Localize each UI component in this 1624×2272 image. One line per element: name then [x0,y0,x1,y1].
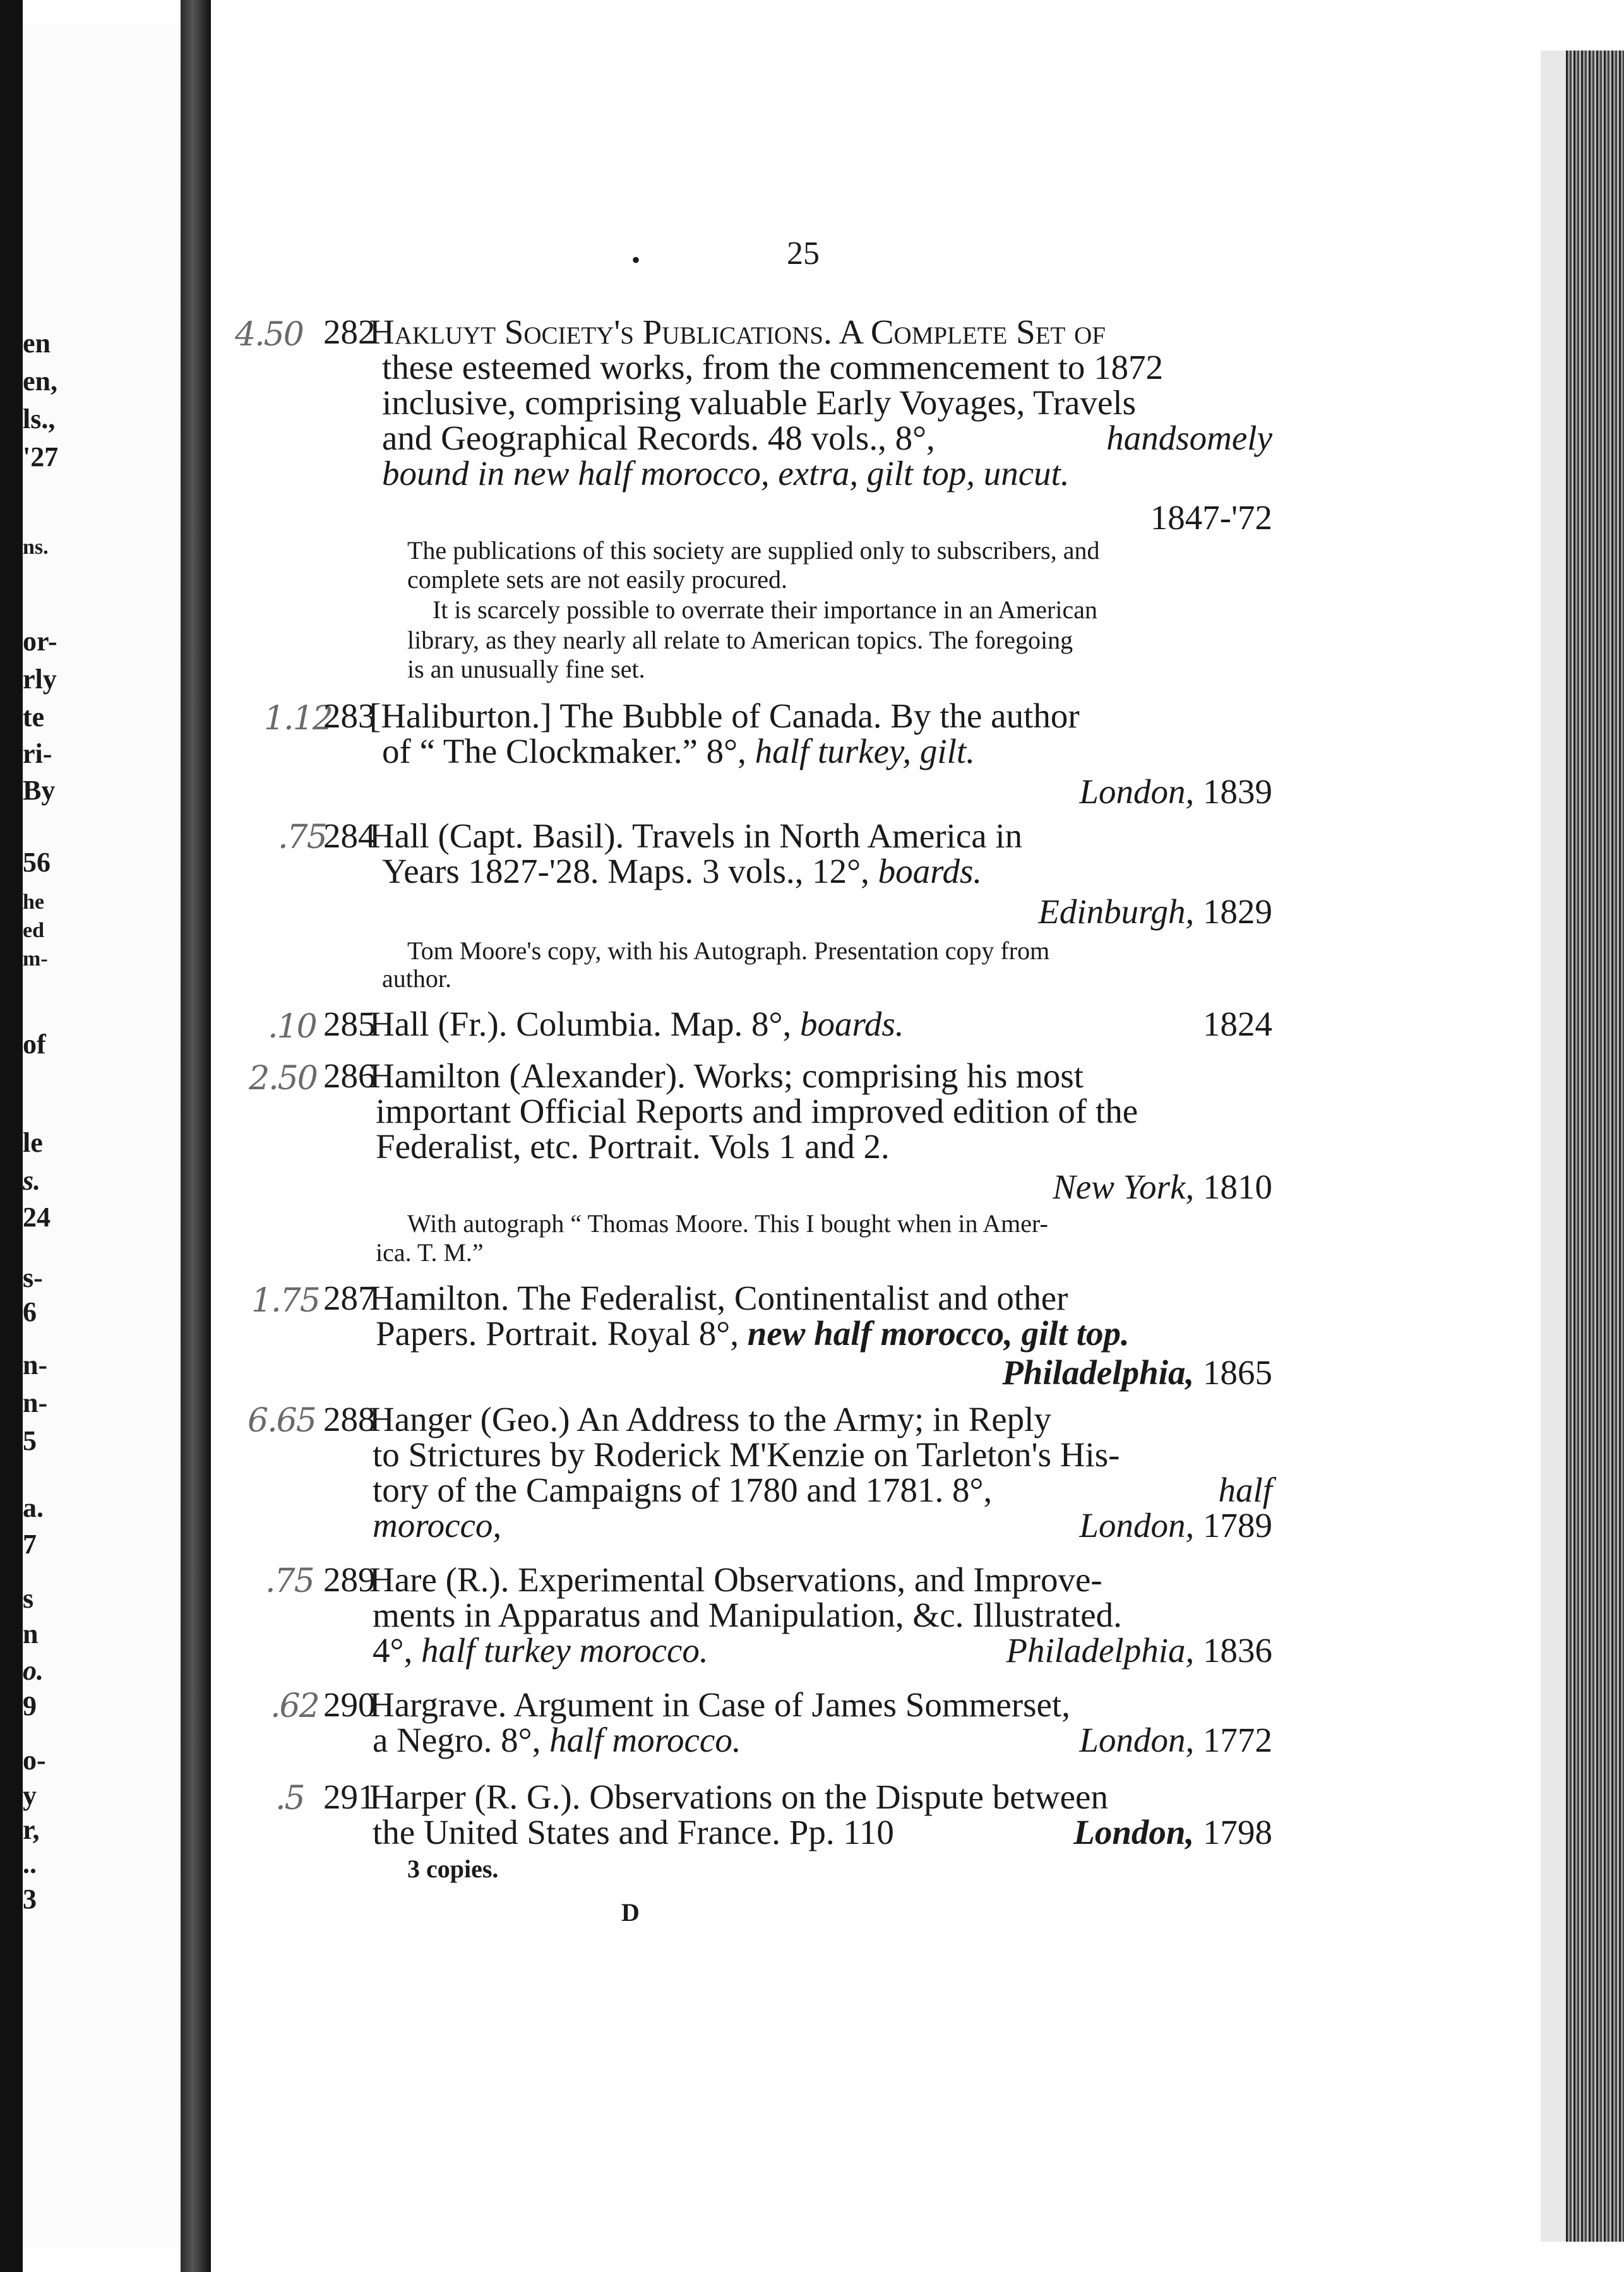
price-annotation: 6.65 [248,1402,316,1440]
prev-fragment: n- [23,1349,48,1380]
prev-fragment: or- [23,626,57,657]
entry-imprint: London, 1839 [1079,772,1272,811]
entry-line: Federalist, etc. Portrait. Vols 1 and 2. [376,1127,890,1166]
entry-number: 290 [323,1685,376,1724]
price-annotation: .62 [270,1687,319,1725]
prev-fragment: o- [23,1745,46,1776]
prev-fragment: ns. [23,535,49,559]
entry-imprint: New York, 1810 [1053,1168,1272,1206]
prev-fragment: 9 [23,1690,37,1721]
prev-fragment: By [23,775,56,806]
page-edges [1566,51,1624,2242]
entry-number: 285 [323,1005,376,1043]
entry-note: author. [382,964,451,993]
entry-number: 284 [323,816,376,855]
entry-line: morocco, [373,1506,502,1545]
entry-line: Hakluyt Society's Publications. A Complete Set of [369,313,1106,351]
prev-fragment: a. [23,1492,44,1523]
entry-line: of “ The Clockmaker.” 8°, half turkey, gilt. [382,732,975,770]
prev-fragment: '27 [23,441,59,472]
price-annotation: 1.12 [264,700,332,738]
previous-page-fragment [23,25,181,2248]
entry-line: Hamilton (Alexander). Works; comprising his most [369,1056,1084,1095]
entry-note: It is scarcely possible to overrate their importance in an American [433,595,1097,624]
entry-line: and Geographical Records. 48 vols., 8°, handsomely [382,419,1272,457]
entry-line: Hall (Capt. Basil). Travels in North America in [369,816,1023,855]
entry-line: important Official Reports and improved edition of the [376,1092,1138,1130]
prev-fragment: ri- [23,738,52,769]
entry-note: The publications of this society are supplied only to subscribers, and [407,536,1100,565]
prev-fragment: s- [23,1262,43,1293]
price-annotation: .10 [268,1008,316,1046]
page-edge-shadow [1541,51,1566,2242]
price-annotation: 1.75 [251,1282,319,1320]
prev-fragment: 6 [23,1296,37,1327]
prev-fragment: rly [23,664,57,695]
prev-fragment: he [23,890,44,914]
prev-fragment: s [23,1583,34,1614]
prev-fragment: en, [23,366,57,397]
entry-line: Hall (Fr.). Columbia. Map. 8°, boards. [369,1005,904,1043]
prev-fragment: le [23,1127,43,1158]
entry-imprint: Philadelphia, 1865 [1002,1353,1272,1392]
entry-line: Hamilton. The Federalist, Continentalist and other [369,1279,1068,1317]
entry-note: library, as they nearly all relate to American topics. The foregoing [407,626,1073,654]
prev-fragment: y [23,1780,37,1811]
entry-line: tory of the Campaigns of 1780 and 1781. 8°, half [373,1471,1272,1509]
entry-line: Hargrave. Argument in Case of James Sommerset, [369,1685,1070,1724]
entry-line: Hare (R.). Experimental Observations, and Improve- [369,1560,1102,1599]
prev-fragment: of [23,1029,46,1060]
prev-fragment: n [23,1618,39,1649]
entry-note: 3 copies. [407,1855,499,1883]
scan-border-left [0,0,23,2272]
prev-fragment: 7 [23,1529,37,1560]
page-number: 25 [787,236,820,272]
prev-fragment: m- [23,947,48,971]
entry-date: 1847-'72 [1150,498,1272,537]
entry-date: 1824 [1203,1005,1272,1043]
entry-line: to Strictures by Roderick M'Kenzie on Tarleton's His- [373,1435,1120,1474]
entry-number: 291 [323,1778,376,1816]
entry-line: Hanger (Geo.) An Address to the Army; in Reply [369,1400,1051,1438]
prev-fragment: .. [23,1848,37,1879]
prev-fragment: o. [23,1655,44,1686]
entry-line: Years 1827-'28. Maps. 3 vols., 12°, boards. [382,852,982,890]
book-gutter [181,0,211,2272]
entry-line: the United States and France. Pp. 110 [373,1813,894,1851]
entry-line: Harper (R. G.). Observations on the Dispute between [369,1778,1108,1816]
entry-note: Tom Moore's copy, with his Autograph. Presentation copy from [407,936,1050,965]
entry-line: these esteemed works, from the commencement to 1872 [382,348,1164,386]
entry-number: 286 [323,1056,376,1095]
entry-imprint: Philadelphia, 1836 [1006,1631,1272,1670]
entry-number: 287 [323,1279,376,1317]
entry-line: 4°, half turkey morocco. [373,1631,708,1670]
dot-mark: • [631,246,641,274]
entry-line: [Haliburton.] The Bubble of Canada. By the author [369,697,1080,735]
prev-fragment: 3 [23,1884,37,1915]
entry-number: 283 [323,697,376,735]
entry-line: inclusive, comprising valuable Early Voyages, Travels [382,383,1137,422]
entry-number: 282 [323,313,376,351]
entry-note: complete sets are not easily procured. [407,565,787,594]
prev-fragment: te [23,702,45,732]
prev-fragment: r, [23,1814,40,1845]
prev-fragment: ed [23,919,44,942]
prev-fragment: 24 [23,1202,51,1233]
price-annotation: .5 [275,1779,304,1817]
entry-note: With autograph “ Thomas Moore. This I bought when in Amer- [407,1209,1048,1238]
prev-fragment: ls., [23,404,56,434]
price-annotation: .75 [265,1562,314,1600]
entry-imprint: London, 1798 [1073,1813,1272,1851]
entry-number: 289 [323,1560,376,1599]
entry-line: ments in Apparatus and Manipulation, &c. Illustrated. [373,1596,1122,1634]
entry-line: a Negro. 8°, half morocco. [373,1721,741,1759]
entry-line: Papers. Portrait. Royal 8°, new half morocco, gilt top. [376,1314,1130,1353]
prev-fragment: en [23,328,51,359]
entry-number: 288 [323,1400,376,1438]
price-annotation: .75 [278,818,326,856]
entry-imprint: London, 1772 [1079,1721,1272,1759]
prev-fragment: s. [23,1165,41,1196]
price-annotation: 2.50 [249,1060,317,1097]
prev-fragment: n- [23,1387,48,1418]
signature-mark: D [621,1898,640,1927]
price-annotation: 4.50 [235,316,303,354]
entry-note: ica. T. M.” [376,1238,484,1267]
entry-imprint: Edinburgh, 1829 [1038,892,1272,931]
entry-imprint: London, 1789 [1079,1506,1272,1545]
prev-fragment: 5 [23,1425,37,1456]
prev-fragment: 56 [23,847,51,878]
entry-note: is an unusually fine set. [407,655,645,683]
entry-line: bound in new half morocco, extra, gilt top, uncut. [382,454,1070,493]
